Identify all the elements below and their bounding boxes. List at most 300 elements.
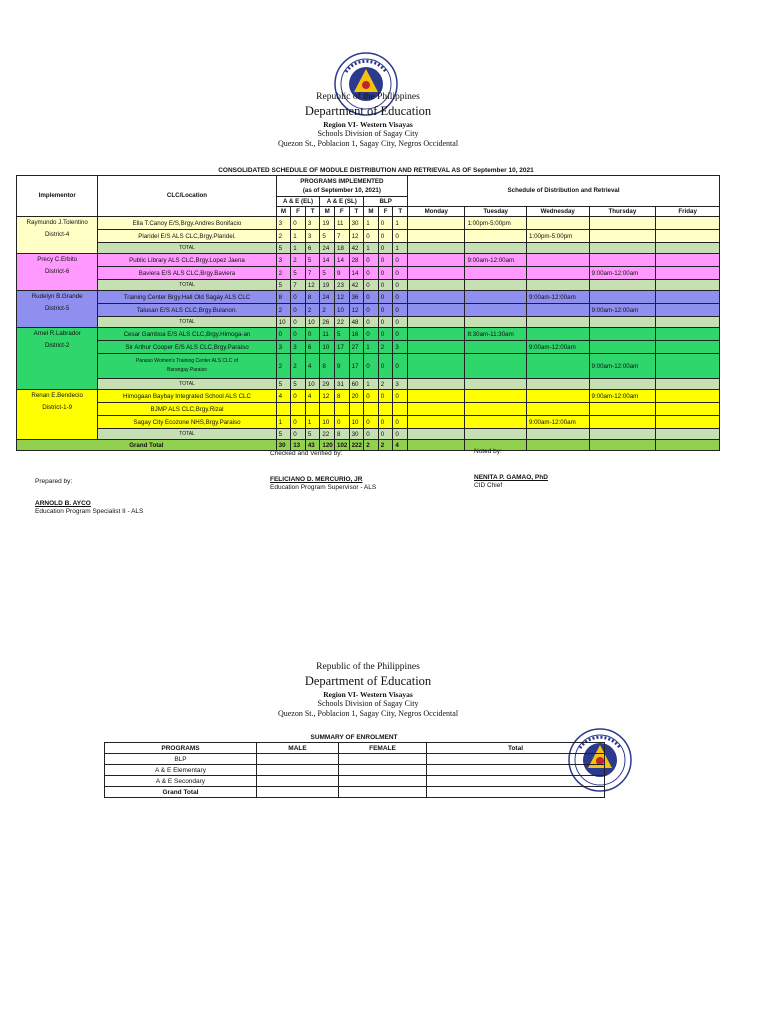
schedule-cell [408,230,465,243]
clc-location-text: BJMP ALS CLC,Brgy.Rizal [150,405,224,413]
schedule-cell: 1:00pm-5:00pm [465,217,527,230]
total-cell: 22 [320,429,335,440]
schedule-cell [408,416,465,429]
header-implementor: Implementor [17,176,98,217]
summary-header: MALE [257,743,339,754]
grand-total-cell: 30 [276,440,291,451]
schedule-cell [656,243,720,254]
schedule-cell [408,341,465,354]
count-cell: 12 [320,390,335,403]
total-cell: 23 [335,280,350,291]
count-cell: 16 [349,328,364,341]
count-cell: 1 [393,217,408,230]
address-line: Quezon St., Poblacion 1, Sagay City, Negros Occidental [277,138,459,148]
schedule-cell [656,416,720,429]
clc-location-text-2: Barangay Paraiso [167,367,207,373]
schedule-cell [465,291,527,304]
header-schedule: Schedule of Distribution and Retrieval [408,176,720,207]
grand-total-cell: 13 [291,440,306,451]
count-cell: 14 [349,267,364,280]
schedule-title: CONSOLIDATED SCHEDULE OF MODULE DISTRIBUTION AND RETRIEVAL AS OF September 10, 2021 [218,167,534,174]
total-cell: 10 [305,317,320,328]
count-cell: 0 [378,230,393,243]
header-blp: BLP [364,197,408,207]
count-cell: 8 [320,354,335,379]
total-label: TOTAL [98,280,276,291]
schedule-cell [408,254,465,267]
schedule-cell [408,291,465,304]
count-cell: 1 [364,217,379,230]
checked-title: Education Program Supervisor - ALS [270,484,377,491]
clc-location [98,304,276,317]
table-row [17,291,720,304]
total-cell: 2 [378,379,393,390]
schedule-cell [465,280,527,291]
summary-cell [339,776,427,787]
count-cell: 3 [393,341,408,354]
count-cell [320,403,335,416]
clc-location-text: Sagay City Ecozone NHS,Brgy.Paraiso [133,418,241,426]
count-cell: 0 [364,291,379,304]
schedule-cell [656,291,720,304]
count-cell: 0 [364,304,379,317]
total-label: TOTAL [98,317,276,328]
count-cell: 4 [276,390,291,403]
clc-location-text: Talusan E/S ALS CLC,Brgy.Bulanon. [136,306,238,314]
count-cell: 0 [378,304,393,317]
schedule-cell [656,254,720,267]
clc-location-text: Baviera E/S ALS CLC,Brgy.Baviera [138,269,236,277]
count-cell [378,403,393,416]
schedule-cell [589,403,656,416]
count-cell: 20 [349,390,364,403]
header-ae-sl: A & E (SL) [320,197,364,207]
count-cell: 10 [320,416,335,429]
schedule-cell [465,429,527,440]
count-cell: 5 [291,267,306,280]
letterhead [0,92,736,149]
table-row [17,304,720,317]
schedule-cell [465,341,527,354]
count-cell: 2 [276,354,291,379]
schedule-cell [656,390,720,403]
table-row [17,416,720,429]
count-cell: 0 [378,291,393,304]
district-name: District-1-9 [42,404,73,411]
count-cell: 28 [349,254,364,267]
letterhead-2 [0,662,736,719]
schedule-cell: 9:00am-12:00am [589,354,656,379]
schedule-cell [656,328,720,341]
noted-label: Noted by: [474,448,502,455]
region-line-2: Region VI- Western Visayas [323,689,413,699]
implementor-name: Raymundo J.Tolentino [26,219,88,226]
count-cell: 0 [291,416,306,429]
schedule-cell [656,379,720,390]
count-cell: 0 [335,416,350,429]
count-cell: 0 [393,230,408,243]
count-cell: 3 [305,230,320,243]
schedule-cell [408,243,465,254]
count-cell [291,403,306,416]
total-row [17,243,720,254]
schedule-cell [408,440,465,451]
summary-cell [427,787,605,798]
table-row [17,390,720,403]
header-day: Monday [408,207,465,217]
schedule-cell [526,403,589,416]
schedule-cell [465,304,527,317]
count-cell [305,403,320,416]
total-cell: 60 [349,379,364,390]
count-cell: 2 [276,267,291,280]
schedule-cell [465,390,527,403]
schedule-cell: 9:00am-12:00am [589,267,656,280]
count-cell: 0 [393,291,408,304]
count-cell: 3 [276,254,291,267]
clc-location-text: Himogaan Baybay Integrated School ALS CLC [123,392,251,400]
count-cell [393,403,408,416]
count-cell: 14 [335,254,350,267]
clc-location-text: Ella T.Canoy E/S,Brgy.Andres Bonifacio [132,219,242,227]
grand-total-cell: 120 [320,440,335,451]
schedule-table [16,175,720,451]
count-cell: 12 [349,304,364,317]
count-cell: 0 [378,267,393,280]
total-cell: 1 [393,243,408,254]
implementor-name: Precy C.Erbito [37,256,78,263]
total-cell: 12 [305,280,320,291]
summary-cell [257,776,339,787]
schedule-cell: 9:00am-12:00am [589,304,656,317]
division-line: Schools Division of Sagay City [317,128,419,138]
header-day: Tuesday [465,207,527,217]
table-row [17,403,720,416]
schedule-cell [408,317,465,328]
count-cell [276,403,291,416]
count-cell: 0 [393,304,408,317]
summary-cell [427,765,605,776]
schedule-cell [465,403,527,416]
count-cell: 3 [305,217,320,230]
grand-total-cell: 2 [364,440,379,451]
count-cell: 2 [320,304,335,317]
total-cell: 29 [320,379,335,390]
count-cell: 0 [291,291,306,304]
total-cell: 0 [378,280,393,291]
total-cell: 22 [335,317,350,328]
count-cell: 9 [335,354,350,379]
summary-header: Total [427,743,605,754]
count-cell: 5 [320,267,335,280]
schedule-cell [656,403,720,416]
count-cell: 4 [305,390,320,403]
schedule-cell [656,429,720,440]
summary-cell [427,754,605,765]
checked-label: Checked and Verified by: [270,450,343,457]
count-cell: 0 [378,416,393,429]
schedule-cell [589,243,656,254]
total-cell: 3 [393,379,408,390]
schedule-cell [408,217,465,230]
count-cell: 1 [276,416,291,429]
department-line: Department of Education [304,103,432,118]
header-programs-sub: (as of September 10, 2021) [302,187,381,194]
summary-row [105,776,605,787]
total-row [17,280,720,291]
grand-total-cell: 222 [349,440,364,451]
schedule-cell [656,440,720,451]
header-mft: F [378,207,393,217]
schedule-cell [589,328,656,341]
count-cell: 17 [335,341,350,354]
schedule-cell [656,317,720,328]
noted-title: CID Chief [474,482,503,489]
clc-location-text: Public Library ALS CLC,Brgy.Lopez Jaena [129,256,245,264]
summary-row [105,765,605,776]
count-cell: 11 [335,217,350,230]
total-cell: 5 [276,429,291,440]
total-cell: 10 [276,317,291,328]
district-name: District-4 [44,231,70,238]
schedule-cell [526,328,589,341]
count-cell: 0 [378,254,393,267]
implementor-name: Arnel R.Labrador [33,330,81,337]
total-cell: 1 [364,379,379,390]
total-cell: 5 [276,280,291,291]
schedule-cell [589,254,656,267]
summary-cell [257,787,339,798]
total-label: TOTAL [98,243,276,254]
total-cell: 1 [364,243,379,254]
clc-location [98,291,276,304]
count-cell: 9 [335,267,350,280]
schedule-cell [408,390,465,403]
schedule-cell: 1:00pm-5:00pm [526,230,589,243]
republic-line-2: Republic of the Philippines [316,662,420,672]
schedule-cell [589,217,656,230]
schedule-cell [526,429,589,440]
count-cell: 3 [291,341,306,354]
count-cell: 10 [335,304,350,317]
summary-title: SUMMARY OF ENROLMENT [310,734,398,741]
schedule-cell [589,440,656,451]
table-row [17,267,720,280]
schedule-cell: 9:00am-12:00am [526,416,589,429]
count-cell: 2 [276,304,291,317]
count-cell: 2 [276,230,291,243]
schedule-cell [656,267,720,280]
schedule-cell [526,390,589,403]
count-cell: 17 [349,354,364,379]
total-cell: 19 [320,280,335,291]
schedule-cell [526,317,589,328]
schedule-cell [465,416,527,429]
count-cell: 0 [364,230,379,243]
total-cell: 5 [291,379,306,390]
schedule-cell [408,354,465,379]
total-cell: 48 [349,317,364,328]
count-cell: 2 [291,254,306,267]
schedule-cell: 9:00am-12:00am [589,390,656,403]
total-cell: 26 [320,317,335,328]
schedule-cell [408,379,465,390]
total-cell: 5 [276,379,291,390]
count-cell: 7 [335,230,350,243]
count-cell: 1 [291,230,306,243]
summary-cell [339,754,427,765]
grand-total-cell: 102 [335,440,350,451]
implementor-cell [17,390,98,440]
count-cell: 0 [378,354,393,379]
table-row [17,254,720,267]
schedule-cell [526,217,589,230]
total-cell: 8 [335,429,350,440]
count-cell: 8 [276,291,291,304]
summary-header: PROGRAMS [105,743,257,754]
count-cell: 0 [364,267,379,280]
summary-grand-row [105,787,605,798]
count-cell: 11 [320,328,335,341]
count-cell: 0 [378,390,393,403]
count-cell: 0 [393,354,408,379]
implementor-cell [17,254,98,291]
schedule-cell [408,304,465,317]
total-cell: 0 [364,280,379,291]
schedule-cell: 9:00am-12:00am [526,291,589,304]
total-row [17,379,720,390]
total-row [17,317,720,328]
count-cell: 5 [320,230,335,243]
clc-location [98,403,276,416]
summary-header: FEMALE [339,743,427,754]
summary-cell [427,776,605,787]
count-cell: 1 [305,416,320,429]
summary-cell [257,754,339,765]
schedule-cell [656,230,720,243]
schedule-cell [589,280,656,291]
count-cell: 0 [305,328,320,341]
total-cell: 10 [305,379,320,390]
count-cell: 19 [320,217,335,230]
count-cell: 8 [305,291,320,304]
count-cell: 36 [349,291,364,304]
grand-total-cell: 43 [305,440,320,451]
count-cell: 14 [320,254,335,267]
header-mft: T [349,207,364,217]
count-cell: 8 [335,390,350,403]
schedule-cell [408,280,465,291]
clc-location-text: Training Center Brgy.Hall Old Sagay ALS CLC [123,293,251,301]
grand-total-label: Grand Total [17,440,277,451]
schedule-cell [526,280,589,291]
count-cell: 0 [364,328,379,341]
total-cell: 0 [378,429,393,440]
count-cell: 0 [364,416,379,429]
prepared-name: ARNOLD B. AYCO [35,500,91,507]
schedule-cell [465,354,527,379]
total-cell: 0 [378,317,393,328]
header-mft: M [320,207,335,217]
summary-program: A & E Secondary [105,776,257,787]
prepared-label: Prepared by: [35,478,73,485]
header-day: Wednesday [526,207,589,217]
summary-grand-label: Grand Total [105,787,257,798]
count-cell: 4 [305,354,320,379]
total-cell: 5 [276,243,291,254]
schedule-cell [465,243,527,254]
clc-location [98,328,276,341]
clc-location [98,341,276,354]
address-line-2: Quezon St., Poblacion 1, Sagay City, Negros Occidental [277,708,459,718]
summary-program: BLP [105,754,257,765]
implementor-cell [17,291,98,328]
count-cell: 30 [349,217,364,230]
table-row [17,230,720,243]
count-cell: 0 [364,254,379,267]
schedule-cell [465,317,527,328]
region-line: Region VI- Western Visayas [323,119,413,129]
count-cell: 2 [305,304,320,317]
schedule-cell [656,341,720,354]
clc-location [98,267,276,280]
count-cell: 27 [349,341,364,354]
implementor-name: Rudelyn B.Grande [31,293,83,300]
total-cell: 0 [364,317,379,328]
count-cell: 12 [335,291,350,304]
header-ae-el: A & E (EL) [276,197,320,207]
count-cell: 3 [276,341,291,354]
count-cell [349,403,364,416]
count-cell: 5 [335,328,350,341]
schedule-cell [465,379,527,390]
summary-row [105,754,605,765]
total-cell: 0 [378,243,393,254]
total-cell: 30 [349,429,364,440]
header-mft: T [393,207,408,217]
prepared-by [35,478,143,516]
implementor-cell [17,217,98,254]
total-cell: 42 [349,280,364,291]
department-line-2: Department of Education [304,673,432,688]
count-cell: 0 [364,354,379,379]
grand-total-cell: 4 [393,440,408,451]
count-cell: 6 [305,341,320,354]
total-cell: 1 [291,243,306,254]
count-cell: 3 [276,217,291,230]
clc-location [98,230,276,243]
implementor-name: Renan E.Bendecio [31,392,83,399]
count-cell: 7 [305,267,320,280]
summary-table [104,742,605,798]
clc-location-text: Sir Arthur Cooper E/S ALS CLC,Brgy.Paraiso [125,343,249,351]
header-mft: T [305,207,320,217]
count-cell: 12 [349,230,364,243]
schedule-cell [589,341,656,354]
count-cell: 0 [393,254,408,267]
district-name: District-2 [44,342,70,349]
total-label: TOTAL [98,379,276,390]
checked-by [270,450,376,492]
header-clc-location: CLC/Location [98,176,276,217]
schedule-cell [526,254,589,267]
table-row [17,354,720,379]
total-row [17,429,720,440]
schedule-cell [465,267,527,280]
count-cell: 0 [393,390,408,403]
summary-cell [339,765,427,776]
district-name: District-6 [44,268,70,275]
